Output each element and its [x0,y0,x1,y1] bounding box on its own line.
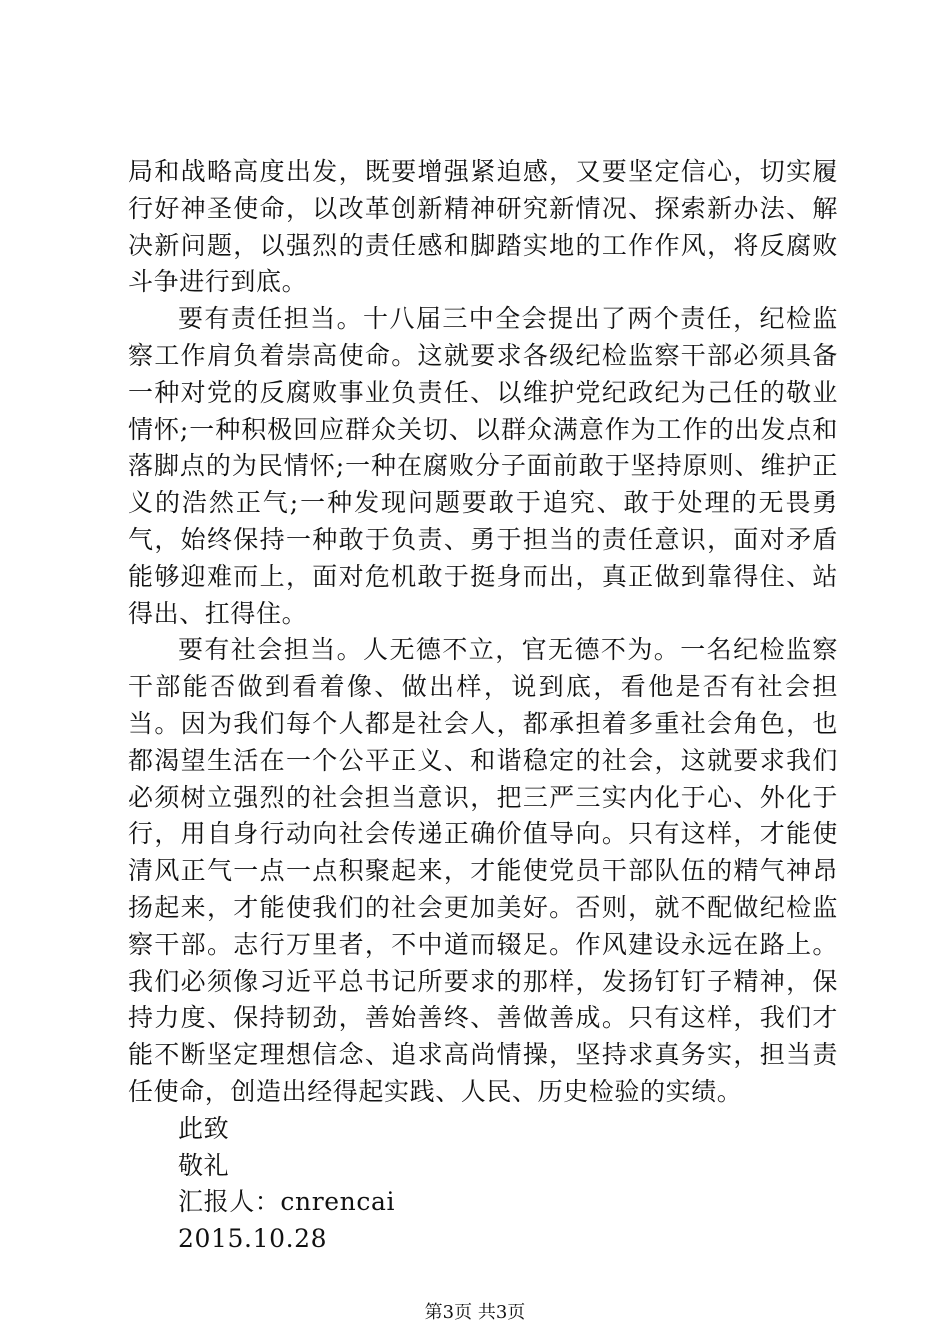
paragraph-continued: 局和战略高度出发，既要增强紧迫感，又要坚定信心，切实履行好神圣使命，以改革创新精神研究新情况、探索新办法、解决新问题，以强烈的责任感和脚踏实地的工作作风，将反腐败斗争进行到底。 [128,157,838,297]
paragraph-responsibility: 要有责任担当。十八届三中全会提出了两个责任，纪检监察工作肩负着崇高使命。这就要求各级纪检监察干部必须具备一种对党的反腐败事业负责任、以维护党纪政纪为己任的敬业情怀;一种积极回应群众关切、以群众满意作为工作的出发点和落脚点的为民情怀;一种在腐败分子面前敢于坚持原则、维护正义的浩然正气;一种发现问题要敢于追究、敢于处理的无畏勇气，始终保持一种敢于负责、勇于担当的责任意识，面对矛盾能够迎难而上，面对危机敢于挺身而出，真正做到靠得住、站得出、扛得住。 [128,304,838,628]
page-number-footer: 第3页 共3页 [424,1302,526,1323]
reporter-line: 汇报人：cnrencai [178,1187,396,1217]
closing-salutation: 此致 [178,1113,230,1143]
report-date: 2015.10.28 [178,1224,328,1254]
paragraph-social-responsibility: 要有社会担当。人无德不立，官无德不为。一名纪检监察干部能否做到看着像、做出样，说到底，看他是否有社会担当。因为我们每个人都是社会人，都承担着多重社会角色，也都渴望生活在一个公平正义、和谐稳定的社会，这就要求我们必须树立强烈的社会担当意识，把三严三实内化于心、外化于行，用自身行动向社会传递正确价值导向。只有这样，才能使清风正气一点一点积聚起来，才能使党员干部队伍的精气神昂扬起来，才能使我们的社会更加美好。否则，就不配做纪检监察干部。志行万里者，不中道而辍足。作风建设永远在路上。我们必须像习近平总书记所要求的那样，发扬钉钉子精神，保持力度、保持韧劲，善始善终、善做善成。只有这样，我们才能不断坚定理想信念、追求高尚情操，坚持求真务实，担当责任使命，创造出经得起实践、人民、历史检验的实绩。 [128,635,838,1106]
document-body [128,154,838,1258]
closing-regards: 敬礼 [178,1150,230,1180]
